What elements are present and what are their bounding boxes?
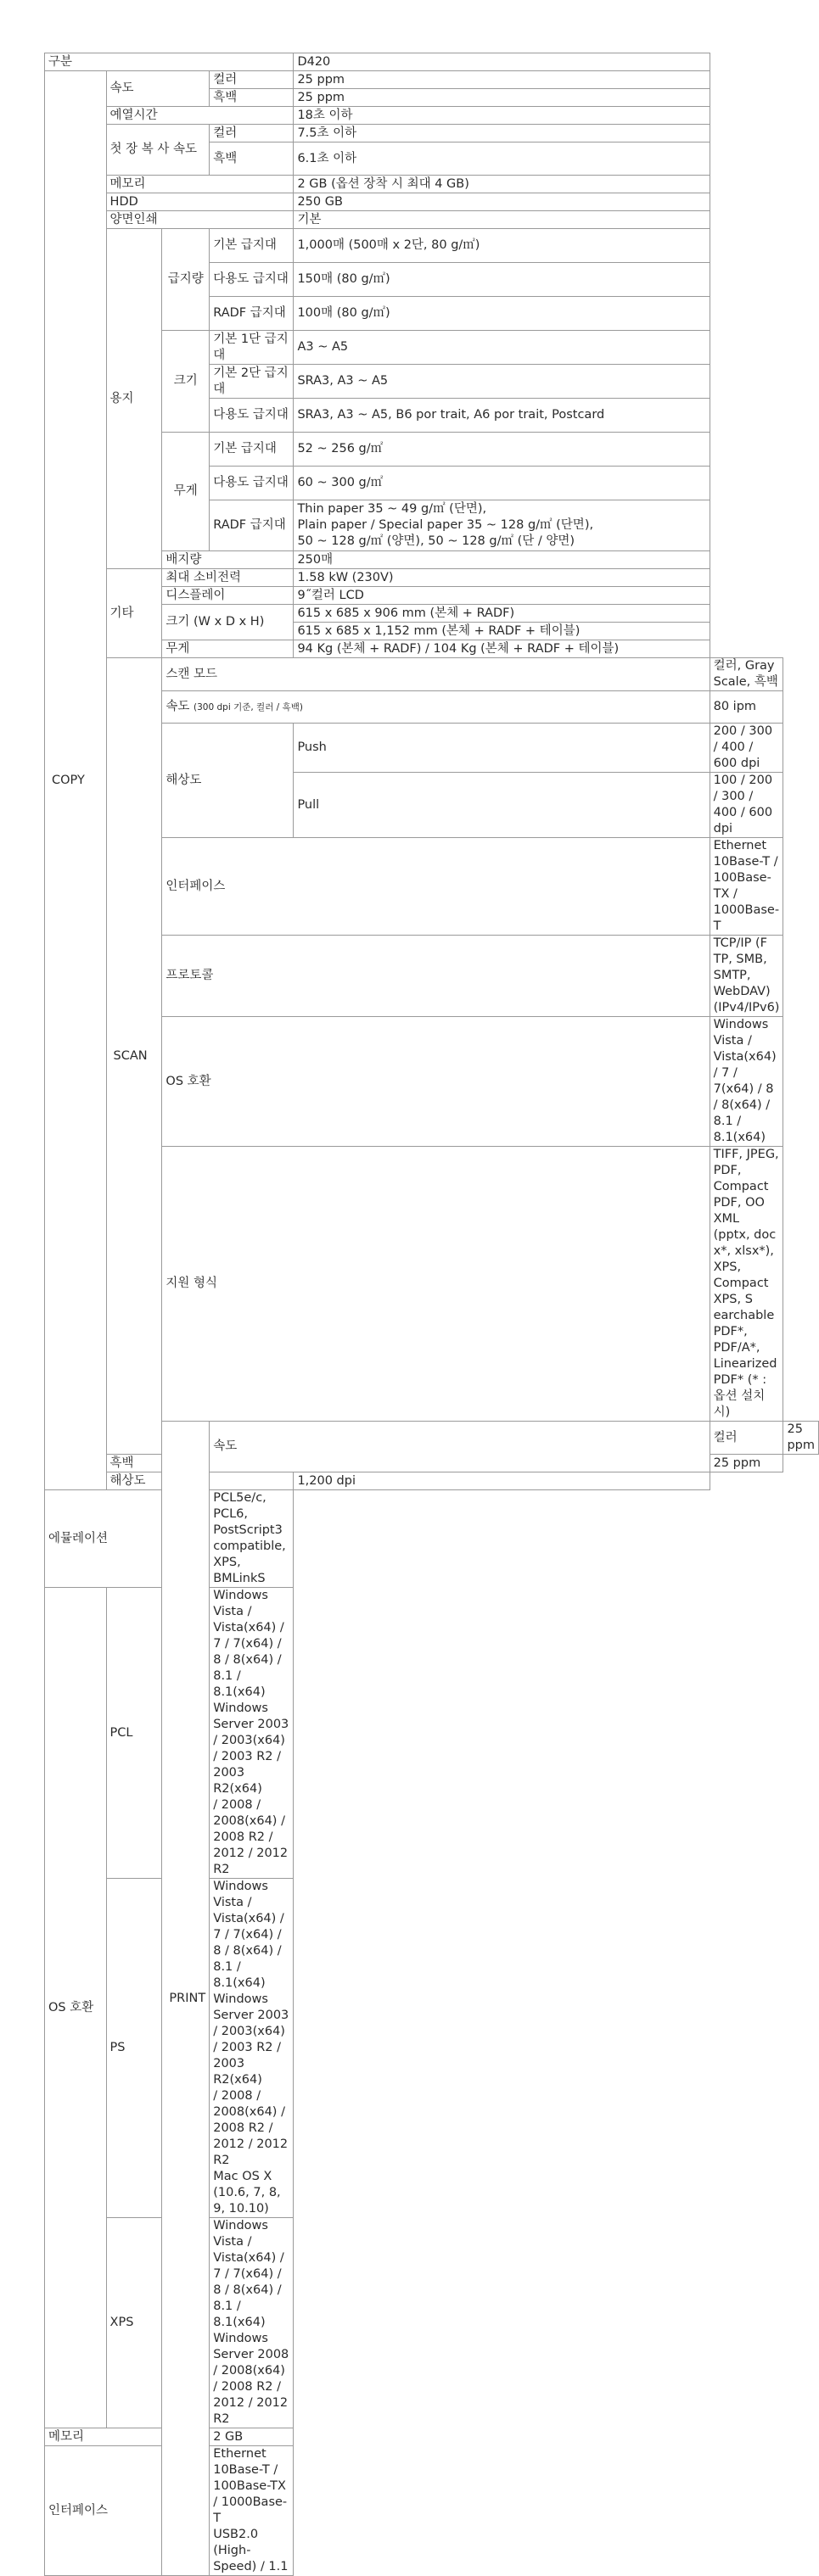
sub-label: 최대 소비전력 [162,569,294,587]
sub-label: 흑백 [106,1455,162,1472]
row-label: HDD [106,193,294,211]
category-scan: SCAN [106,658,162,1455]
value-line: Windows Server 2003 / 2003(x64) / 2003 R2 / 2003 R2(x64) [213,1702,289,1796]
table-row [45,1879,819,2218]
sub-label: 기본 급지대 [210,229,294,263]
table-row [45,211,819,229]
category-print: PRINT [162,1422,210,2576]
header-label: 구분 [45,53,294,71]
value-line: Mac OS X (10.6, 7, 8, 9, 10.10) [213,2170,281,2216]
value-line: XPS, Compact XPS, S earchable PDF*, [713,1260,775,1338]
cell-value: 7.5초 이하 [294,125,710,142]
cell-value: 80 ipm [710,691,783,724]
row-label: 에뮬레이션 [45,1490,210,1588]
value-line: 50 ~ 128 g/㎡ (양면), 50 ~ 128 g/㎡ (단 / 양면) [297,534,575,548]
table-row [45,658,819,691]
cell-value: 2 GB [210,2428,294,2446]
table-row [45,107,819,125]
row-label: 해상도 [162,724,294,838]
table-row [45,176,819,193]
sub-label: 기본 1단 급지대 [210,331,294,365]
sub-label: 컬러 [710,1422,783,1455]
row-label: 용지 [106,229,162,569]
table-row [45,2428,819,2446]
table-row [45,229,819,263]
cell-value [294,500,710,551]
value-line: Windows Vista / Vista(x64) / 7 / 7(x64) / 8 / 8(x64) / 8.1 / 8.1(x64) [213,2219,284,2329]
row-label: 메모리 [45,2428,210,2446]
value-line: TIFF, JPEG, PDF, Compact PDF, OO XML (pptx, doc x*, xlsx*), [713,1148,779,1258]
sub-label: 기본 급지대 [210,433,294,467]
cell-value: 100매 (80 g/㎡) [294,297,710,331]
cell-value [210,1879,294,2218]
cell-value: 기본 [294,211,710,229]
cell-value: 18초 이하 [294,107,710,125]
sub-label: 디스플레이 [162,587,294,605]
sub-label: 흑백 [210,142,294,176]
cell-value: 25 ppm [783,1422,819,1455]
value-line: PDF/A*, Linearized PDF* (* : 옵션 설치시) [713,1341,777,1419]
sub-label: 무게 [162,640,294,658]
sub-label: 흑백 [210,89,294,107]
cell-value: PCL5e/c, PCL6, PostScript3 compatible, XPS, BMLinkS [210,1490,294,1588]
table-row [45,1490,819,1588]
cell-value: 컬러, Gray Scale, 흑백 [710,658,783,691]
cell-value: 9˝컬러 LCD [294,587,710,605]
cell-value: TCP/IP (F TP, SMB, SMTP, WebDAV) (IPv4/IPv6) [710,936,783,1017]
row-label: 인터페이스 [45,2446,210,2576]
cell-value: 150매 (80 g/㎡) [294,263,710,297]
row-label: 속도 [210,1422,710,1472]
sub-label: 배지량 [162,551,294,569]
row-label: 스캔 모드 [162,658,710,691]
cell-value: 200 / 300 / 400 / 600 dpi [710,724,783,773]
table-row [45,193,819,211]
cell-value: 6.1초 이하 [294,142,710,176]
value-line: Plain paper / Special paper 35 ~ 128 g/㎡ (단면), [297,518,594,532]
sub-label: Push [294,724,710,773]
cell-value: 1,200 dpi [294,1472,710,1490]
cell-value: Ethernet 10Base-T / 100Base-TX / 1000Base-T [710,838,783,936]
value-line: Ethernet 10Base-T / 100Base-TX / 1000Base-T [213,2447,288,2525]
sub-label: RADF 급지대 [210,297,294,331]
table-row [45,125,819,142]
sub-label: 컬러 [210,125,294,142]
row-label: 해상도 [106,1472,294,1490]
sub-label: 크기 (W x D x H) [162,605,294,640]
cell-value: 60 ~ 300 g/㎡ [294,467,710,500]
cell-value: 615 x 685 x 1,152 mm (본체 + RADF + 테이블) [294,623,710,640]
cell-value: 52 ~ 256 g/㎡ [294,433,710,467]
row-label-text: 속도 [165,699,190,713]
value-line: Windows Vista / Vista(x64) / 7 / 7(x64) / 8 / 8(x64) / 8.1 / 8.1(x64) [213,1880,284,1990]
row-label [162,691,710,724]
cell-value: 100 / 200 / 300 / 400 / 600 dpi [710,773,783,838]
value-line: Thin paper 35 ~ 49 g/㎡ (단면), [297,502,487,516]
cell-value: 1.58 kW (230V) [294,569,710,587]
cell-value: 250 GB [294,193,710,211]
header-row [45,53,819,71]
sub-label: 기본 2단 급지대 [210,365,294,399]
cell-value: 25 ppm [294,71,710,89]
sub-label: 컬러 [210,71,294,89]
group-label: 무게 [162,433,210,551]
table-row [45,2218,819,2428]
table-row [45,1472,819,1490]
row-label: 속도 [106,71,210,107]
cell-value: 250매 [294,551,710,569]
sub-label: PCL [106,1588,210,1879]
row-label: 프로토콜 [162,936,710,1017]
sub-label: 다용도 급지대 [210,263,294,297]
group-label: 급지량 [162,229,210,331]
cell-value: Windows Vista / Vista(x64) / 7 / 7(x64) / 8 / 8(x64) / 8.1 / 8.1(x64) [710,1017,783,1147]
cell-value: 1,000매 (500매 x 2단, 80 g/㎡) [294,229,710,263]
cell-value [210,2218,294,2428]
table-row [45,2446,819,2576]
row-label: 메모리 [106,176,294,193]
row-label: 지원 형식 [162,1147,710,1422]
cell-value [210,1588,294,1879]
cell-value: 615 x 685 x 906 mm (본체 + RADF) [294,605,710,623]
cell-value: SRA3, A3 ~ A5 [294,365,710,399]
group-label: 크기 [162,331,210,433]
row-label: 인터페이스 [162,838,710,936]
value-line: Windows Server 2008 / 2008(x64) / 2008 R2 / 2012 / 2012 R2 [213,2332,289,2426]
row-label: 예열시간 [106,107,294,125]
sub-label: Pull [294,773,710,838]
category-copy: COPY [45,71,107,1490]
row-label: 기타 [106,569,162,658]
row-label-note: (300 dpi 기준, 컬러 / 흑백) [194,701,303,712]
row-label: OS 호환 [45,1588,107,2428]
cell-value: 2 GB (옵션 장착 시 최대 4 GB) [294,176,710,193]
cell-value: 25 ppm [294,89,710,107]
value-line: / 2008 / 2008(x64) / 2008 R2 / 2012 / 2012 R2 [213,2089,289,2167]
spec-table [44,53,819,2576]
table-row [45,1588,819,1879]
sub-label: 다용도 급지대 [210,399,294,433]
cell-value [210,2446,294,2576]
cell-value: 94 Kg (본체 + RADF) / 104 Kg (본체 + RADF + 테이블) [294,640,710,658]
row-label: OS 호환 [162,1017,710,1147]
cell-value [710,1147,783,1422]
row-label: 첫 장 복 사 속도 [106,125,210,176]
sub-label: PS [106,1879,210,2218]
value-line: Windows Server 2003 / 2003(x64) / 2003 R2 / 2003 R2(x64) [213,1992,289,2087]
cell-value: A3 ~ A5 [294,331,710,365]
sub-label: RADF 급지대 [210,500,294,551]
table-row [45,71,819,89]
sub-label: 다용도 급지대 [210,467,294,500]
sub-label: XPS [106,2218,210,2428]
value-line: / 2008 / 2008(x64) / 2008 R2 / 2012 / 2012 R2 [213,1798,289,1876]
cell-value: SRA3, A3 ~ A5, B6 por trait, A6 por trait, Postcard [294,399,710,433]
value-line: USB2.0 (High-Speed) / 1.1 [213,2528,289,2573]
model-name: D420 [294,53,710,71]
value-line: Windows Vista / Vista(x64) / 7 / 7(x64) / 8 / 8(x64) / 8.1 / 8.1(x64) [213,1589,284,1699]
row-label: 양면인쇄 [106,211,294,229]
table-row [45,569,819,587]
cell-value: 25 ppm [710,1455,783,1472]
